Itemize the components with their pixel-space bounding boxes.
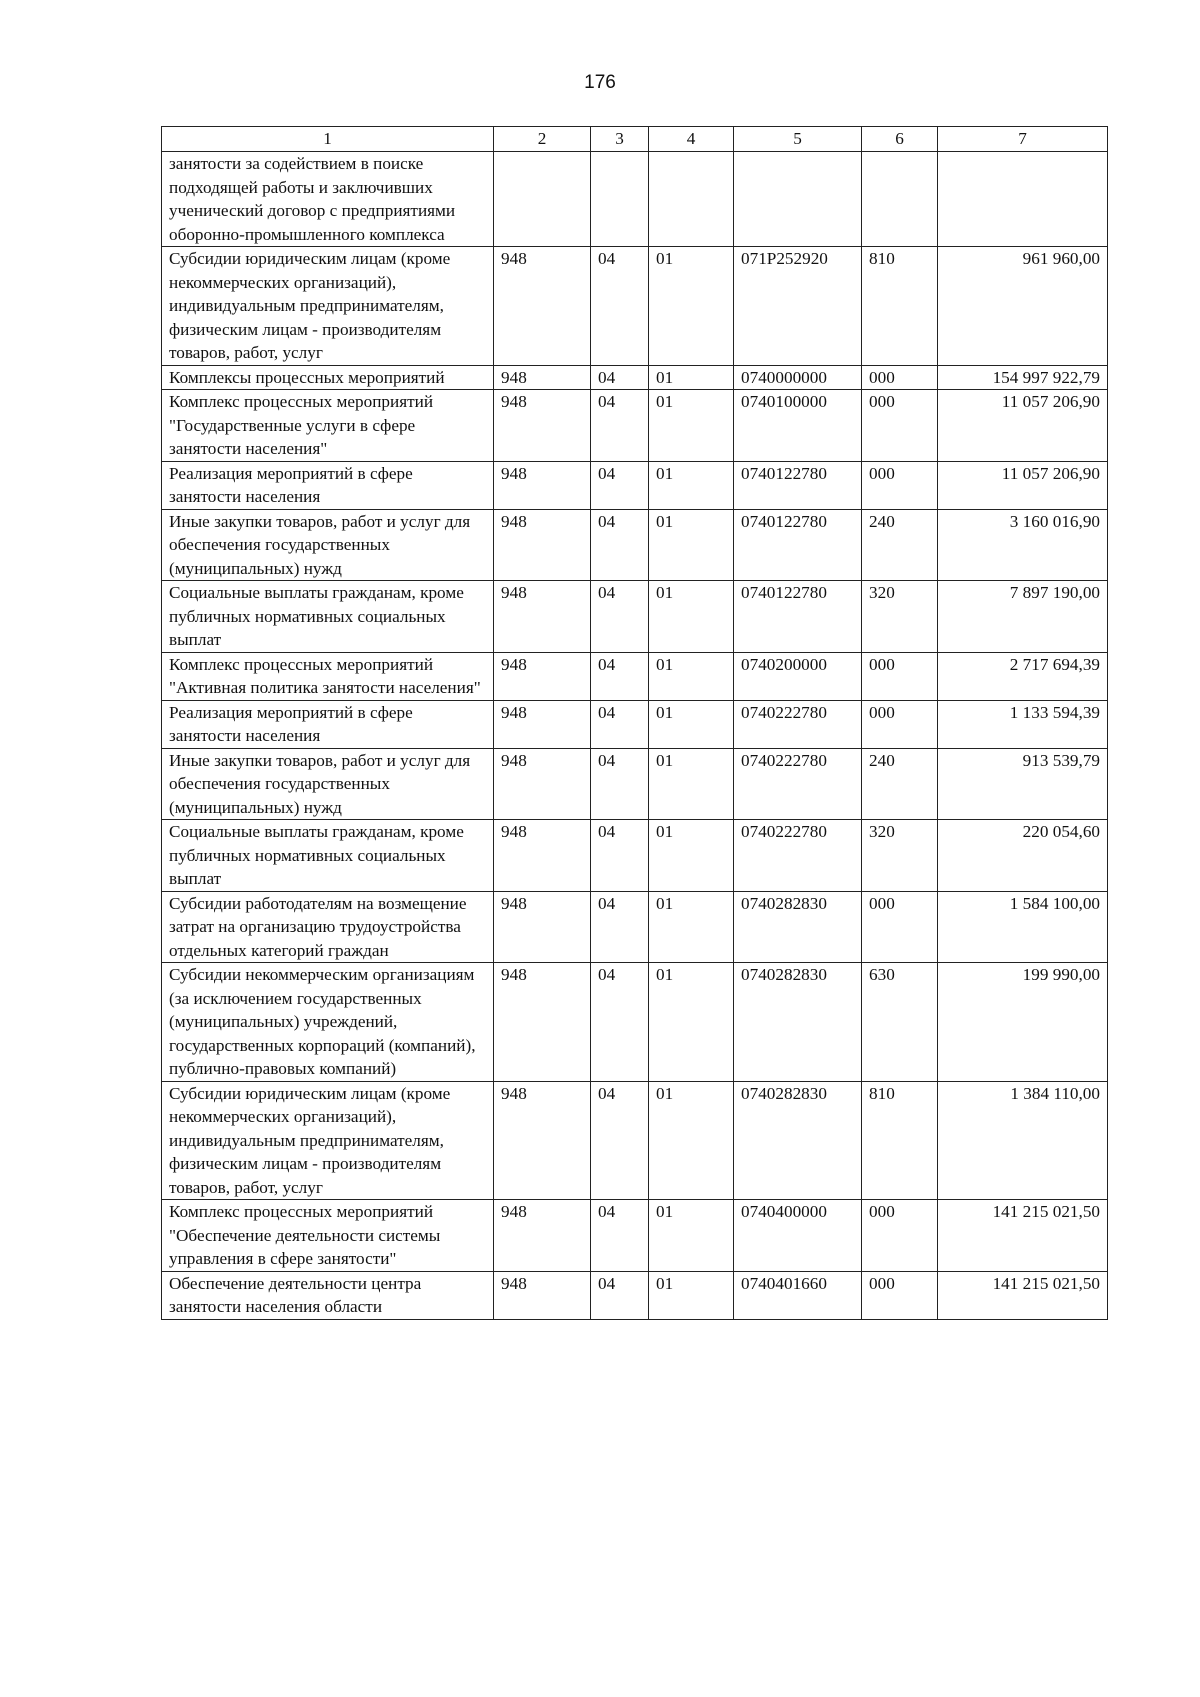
grbs-code-cell: 948 bbox=[494, 1081, 591, 1200]
grbs-code-cell bbox=[494, 152, 591, 247]
amount-cell: 220 054,60 bbox=[938, 820, 1108, 892]
section-code-cell bbox=[591, 152, 649, 247]
grbs-code-cell: 948 bbox=[494, 365, 591, 390]
section-code-cell: 04 bbox=[591, 390, 649, 462]
section-code-cell: 04 bbox=[591, 1271, 649, 1319]
amount-cell: 141 215 021,50 bbox=[938, 1271, 1108, 1319]
column-header-1: 1 bbox=[162, 127, 494, 152]
description-cell: Субсидии работодателям на возмещение затрат на организацию трудоустройства отдельных категорий граждан bbox=[162, 891, 494, 963]
description-cell: Иные закупки товаров, работ и услуг для обеспечения государственных (муниципальных) нужд bbox=[162, 748, 494, 820]
grbs-code-cell: 948 bbox=[494, 461, 591, 509]
grbs-code-cell: 948 bbox=[494, 963, 591, 1082]
table-row bbox=[162, 963, 1108, 1082]
table-row bbox=[162, 509, 1108, 581]
table-row bbox=[162, 748, 1108, 820]
amount-cell: 1 384 110,00 bbox=[938, 1081, 1108, 1200]
description-cell: Субсидии некоммерческим организациям (за исключением государственных (муниципальных) учреждений, государственных корпораций (компаний), публично-правовых компаний) bbox=[162, 963, 494, 1082]
target-article-code-cell: 0740122780 bbox=[734, 509, 862, 581]
table-row bbox=[162, 1081, 1108, 1200]
grbs-code-cell: 948 bbox=[494, 390, 591, 462]
expense-type-code-cell: 320 bbox=[862, 581, 938, 653]
amount-cell: 199 990,00 bbox=[938, 963, 1108, 1082]
target-article-code-cell: 0740282830 bbox=[734, 1081, 862, 1200]
table-row bbox=[162, 652, 1108, 700]
subsection-code-cell: 01 bbox=[649, 700, 734, 748]
section-code-cell: 04 bbox=[591, 1200, 649, 1272]
grbs-code-cell: 948 bbox=[494, 1200, 591, 1272]
target-article-code-cell: 0740100000 bbox=[734, 390, 862, 462]
section-code-cell: 04 bbox=[591, 748, 649, 820]
header-row bbox=[162, 127, 1108, 152]
table-row bbox=[162, 461, 1108, 509]
subsection-code-cell: 01 bbox=[649, 247, 734, 366]
table-body bbox=[162, 152, 1108, 1320]
amount-cell: 154 997 922,79 bbox=[938, 365, 1108, 390]
description-cell: Комплекс процессных мероприятий "Государственные услуги в сфере занятости населения" bbox=[162, 390, 494, 462]
description-cell: Субсидии юридическим лицам (кроме некоммерческих организаций), индивидуальным предпринимателям, физическим лицам - производителям товаров, работ, услуг bbox=[162, 1081, 494, 1200]
expense-type-code-cell: 000 bbox=[862, 1200, 938, 1272]
subsection-code-cell: 01 bbox=[649, 891, 734, 963]
expense-type-code-cell: 000 bbox=[862, 891, 938, 963]
subsection-code-cell bbox=[649, 152, 734, 247]
subsection-code-cell: 01 bbox=[649, 652, 734, 700]
section-code-cell: 04 bbox=[591, 891, 649, 963]
expense-type-code-cell: 240 bbox=[862, 509, 938, 581]
section-code-cell: 04 bbox=[591, 509, 649, 581]
amount-cell: 1 584 100,00 bbox=[938, 891, 1108, 963]
description-cell: Реализация мероприятий в сфере занятости населения bbox=[162, 700, 494, 748]
expense-type-code-cell: 810 bbox=[862, 1081, 938, 1200]
table-row bbox=[162, 152, 1108, 247]
target-article-code-cell: 071P252920 bbox=[734, 247, 862, 366]
expense-type-code-cell: 000 bbox=[862, 461, 938, 509]
expense-type-code-cell: 240 bbox=[862, 748, 938, 820]
amount-cell: 913 539,79 bbox=[938, 748, 1108, 820]
table-row bbox=[162, 365, 1108, 390]
section-code-cell: 04 bbox=[591, 581, 649, 653]
description-cell: Обеспечение деятельности центра занятости населения области bbox=[162, 1271, 494, 1319]
expense-type-code-cell: 000 bbox=[862, 365, 938, 390]
column-header-2: 2 bbox=[494, 127, 591, 152]
grbs-code-cell: 948 bbox=[494, 748, 591, 820]
amount-cell: 1 133 594,39 bbox=[938, 700, 1108, 748]
column-header-5: 5 bbox=[734, 127, 862, 152]
grbs-code-cell: 948 bbox=[494, 509, 591, 581]
table-row bbox=[162, 581, 1108, 653]
page-number: 176 bbox=[584, 72, 616, 93]
expense-type-code-cell: 000 bbox=[862, 700, 938, 748]
subsection-code-cell: 01 bbox=[649, 1081, 734, 1200]
grbs-code-cell: 948 bbox=[494, 581, 591, 653]
column-header-4: 4 bbox=[649, 127, 734, 152]
column-header-7: 7 bbox=[938, 127, 1108, 152]
target-article-code-cell: 0740200000 bbox=[734, 652, 862, 700]
description-cell: Социальные выплаты гражданам, кроме публичных нормативных социальных выплат bbox=[162, 820, 494, 892]
subsection-code-cell: 01 bbox=[649, 1200, 734, 1272]
grbs-code-cell: 948 bbox=[494, 700, 591, 748]
section-code-cell: 04 bbox=[591, 820, 649, 892]
table-row bbox=[162, 1271, 1108, 1319]
expense-type-code-cell: 000 bbox=[862, 390, 938, 462]
grbs-code-cell: 948 bbox=[494, 891, 591, 963]
target-article-code-cell: 0740122780 bbox=[734, 581, 862, 653]
section-code-cell: 04 bbox=[591, 461, 649, 509]
description-cell: Реализация мероприятий в сфере занятости населения bbox=[162, 461, 494, 509]
target-article-code-cell bbox=[734, 152, 862, 247]
amount-cell: 3 160 016,90 bbox=[938, 509, 1108, 581]
amount-cell: 7 897 190,00 bbox=[938, 581, 1108, 653]
expense-type-code-cell: 000 bbox=[862, 652, 938, 700]
section-code-cell: 04 bbox=[591, 700, 649, 748]
grbs-code-cell: 948 bbox=[494, 1271, 591, 1319]
description-cell: Комплексы процессных мероприятий bbox=[162, 365, 494, 390]
subsection-code-cell: 01 bbox=[649, 1271, 734, 1319]
expense-type-code-cell: 810 bbox=[862, 247, 938, 366]
grbs-code-cell: 948 bbox=[494, 652, 591, 700]
target-article-code-cell: 0740401660 bbox=[734, 1271, 862, 1319]
target-article-code-cell: 0740000000 bbox=[734, 365, 862, 390]
section-code-cell: 04 bbox=[591, 652, 649, 700]
expense-type-code-cell: 630 bbox=[862, 963, 938, 1082]
target-article-code-cell: 0740222780 bbox=[734, 748, 862, 820]
amount-cell: 11 057 206,90 bbox=[938, 461, 1108, 509]
expense-type-code-cell bbox=[862, 152, 938, 247]
description-cell: Субсидии юридическим лицам (кроме некоммерческих организаций), индивидуальным предпринимателям, физическим лицам - производителям товаров, работ, услуг bbox=[162, 247, 494, 366]
amount-cell: 141 215 021,50 bbox=[938, 1200, 1108, 1272]
table-row bbox=[162, 390, 1108, 462]
table-row bbox=[162, 1200, 1108, 1272]
description-cell: Комплекс процессных мероприятий "Активная политика занятости населения" bbox=[162, 652, 494, 700]
subsection-code-cell: 01 bbox=[649, 820, 734, 892]
expense-type-code-cell: 320 bbox=[862, 820, 938, 892]
subsection-code-cell: 01 bbox=[649, 581, 734, 653]
target-article-code-cell: 0740282830 bbox=[734, 963, 862, 1082]
description-cell: занятости за содействием в поиске подходящей работы и заключивших ученический договор с предприятиями оборонно-промышленного комплекса bbox=[162, 152, 494, 247]
amount-cell: 961 960,00 bbox=[938, 247, 1108, 366]
expense-type-code-cell: 000 bbox=[862, 1271, 938, 1319]
description-cell: Социальные выплаты гражданам, кроме публичных нормативных социальных выплат bbox=[162, 581, 494, 653]
target-article-code-cell: 0740222780 bbox=[734, 820, 862, 892]
subsection-code-cell: 01 bbox=[649, 390, 734, 462]
amount-cell: 2 717 694,39 bbox=[938, 652, 1108, 700]
subsection-code-cell: 01 bbox=[649, 461, 734, 509]
amount-cell bbox=[938, 152, 1108, 247]
amount-cell: 11 057 206,90 bbox=[938, 390, 1108, 462]
column-header-3: 3 bbox=[591, 127, 649, 152]
section-code-cell: 04 bbox=[591, 963, 649, 1082]
section-code-cell: 04 bbox=[591, 247, 649, 366]
grbs-code-cell: 948 bbox=[494, 820, 591, 892]
target-article-code-cell: 0740400000 bbox=[734, 1200, 862, 1272]
target-article-code-cell: 0740282830 bbox=[734, 891, 862, 963]
target-article-code-cell: 0740222780 bbox=[734, 700, 862, 748]
target-article-code-cell: 0740122780 bbox=[734, 461, 862, 509]
section-code-cell: 04 bbox=[591, 365, 649, 390]
column-header-6: 6 bbox=[862, 127, 938, 152]
description-cell: Иные закупки товаров, работ и услуг для обеспечения государственных (муниципальных) нужд bbox=[162, 509, 494, 581]
subsection-code-cell: 01 bbox=[649, 748, 734, 820]
budget-table bbox=[161, 126, 1108, 1320]
section-code-cell: 04 bbox=[591, 1081, 649, 1200]
table-row bbox=[162, 820, 1108, 892]
table-row bbox=[162, 891, 1108, 963]
table-row bbox=[162, 700, 1108, 748]
subsection-code-cell: 01 bbox=[649, 509, 734, 581]
table-row bbox=[162, 247, 1108, 366]
grbs-code-cell: 948 bbox=[494, 247, 591, 366]
subsection-code-cell: 01 bbox=[649, 963, 734, 1082]
description-cell: Комплекс процессных мероприятий "Обеспечение деятельности системы управления в сфере занятости" bbox=[162, 1200, 494, 1272]
subsection-code-cell: 01 bbox=[649, 365, 734, 390]
